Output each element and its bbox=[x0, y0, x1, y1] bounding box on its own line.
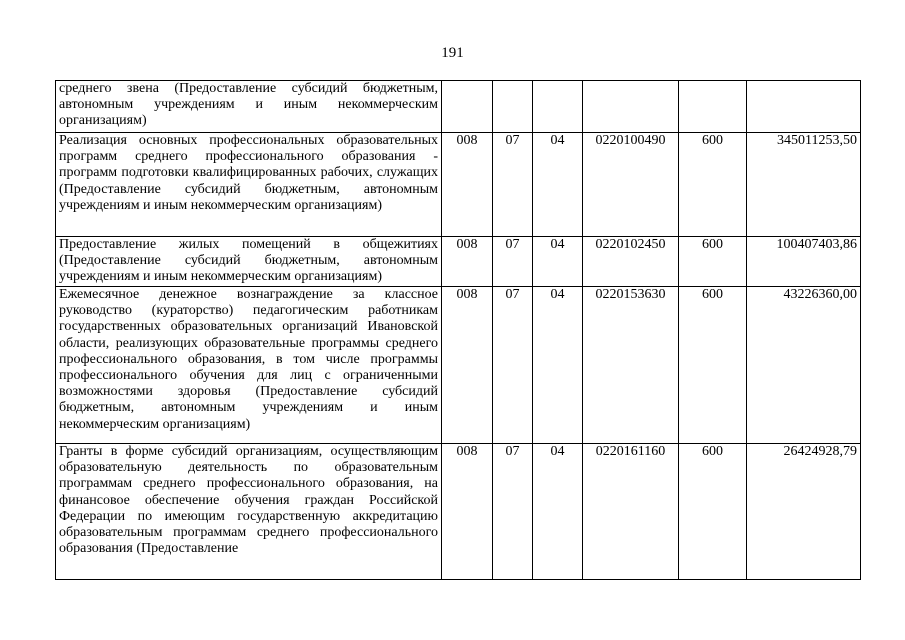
ministry-code: 008 bbox=[442, 444, 493, 580]
section-code bbox=[493, 81, 533, 133]
section-code: 07 bbox=[493, 444, 533, 580]
target-article-code: 0220153630 bbox=[583, 287, 679, 444]
page-number: 191 bbox=[441, 45, 464, 61]
ministry-code bbox=[442, 81, 493, 133]
target-article-code: 0220161160 bbox=[583, 444, 679, 580]
amount: 345011253,50 bbox=[747, 133, 861, 237]
target-article-code bbox=[583, 81, 679, 133]
table-row bbox=[56, 237, 861, 287]
section-code: 07 bbox=[493, 237, 533, 287]
subsection-code: 04 bbox=[533, 444, 583, 580]
expense-type-code bbox=[679, 81, 747, 133]
table-row bbox=[56, 444, 861, 580]
ministry-code: 008 bbox=[442, 133, 493, 237]
row-description: Предоставление жилых помещений в общежитиях (Предоставление субсидий бюджетным, автономным учреждениям и иным некоммерческим организациям) bbox=[56, 237, 442, 287]
table-row bbox=[56, 287, 861, 444]
target-article-code: 0220100490 bbox=[583, 133, 679, 237]
section-code: 07 bbox=[493, 287, 533, 444]
expense-type-code: 600 bbox=[679, 133, 747, 237]
amount: 26424928,79 bbox=[747, 444, 861, 580]
subsection-code: 04 bbox=[533, 133, 583, 237]
section-code: 07 bbox=[493, 133, 533, 237]
subsection-code bbox=[533, 81, 583, 133]
table-row bbox=[56, 81, 861, 133]
row-description: среднего звена (Предоставление субсидий бюджетным, автономным учреждениям и иным некоммерческим организациям) bbox=[56, 81, 442, 133]
amount bbox=[747, 81, 861, 133]
expense-type-code: 600 bbox=[679, 287, 747, 444]
expense-type-code: 600 bbox=[679, 237, 747, 287]
ministry-code: 008 bbox=[442, 237, 493, 287]
target-article-code: 0220102450 bbox=[583, 237, 679, 287]
table-row bbox=[56, 133, 861, 237]
amount: 100407403,86 bbox=[747, 237, 861, 287]
budget-table bbox=[55, 80, 861, 580]
row-description: Гранты в форме субсидий организациям, осуществляющим образовательную деятельность по образовательным программам среднего профессионального образования, на финансовое обеспечение обучения граждан Российской Федерации по имеющим государственную аккредитацию образовательным программам среднего профессионального образования (Предоставление bbox=[56, 444, 442, 580]
row-description: Реализация основных профессиональных образовательных программ среднего профессионального образования - программ подготовки квалифицированных рабочих, служащих (Предоставление субсидий бюджетным, автономным учреждениям и иным некоммерческим организациям) bbox=[56, 133, 442, 237]
row-description: Ежемесячное денежное вознаграждение за классное руководство (кураторство) педагогическим работникам государственных образовательных организаций Ивановской области, реализующих образовательные программы среднего профессионального образования, в том числе программы профессионального обучения для лиц с ограниченными возможностями здоровья (Предоставление субсидий бюджетным, автономным учреждениям и иным некоммерческим организациям) bbox=[56, 287, 442, 444]
subsection-code: 04 bbox=[533, 287, 583, 444]
amount: 43226360,00 bbox=[747, 287, 861, 444]
ministry-code: 008 bbox=[442, 287, 493, 444]
expense-type-code: 600 bbox=[679, 444, 747, 580]
subsection-code: 04 bbox=[533, 237, 583, 287]
